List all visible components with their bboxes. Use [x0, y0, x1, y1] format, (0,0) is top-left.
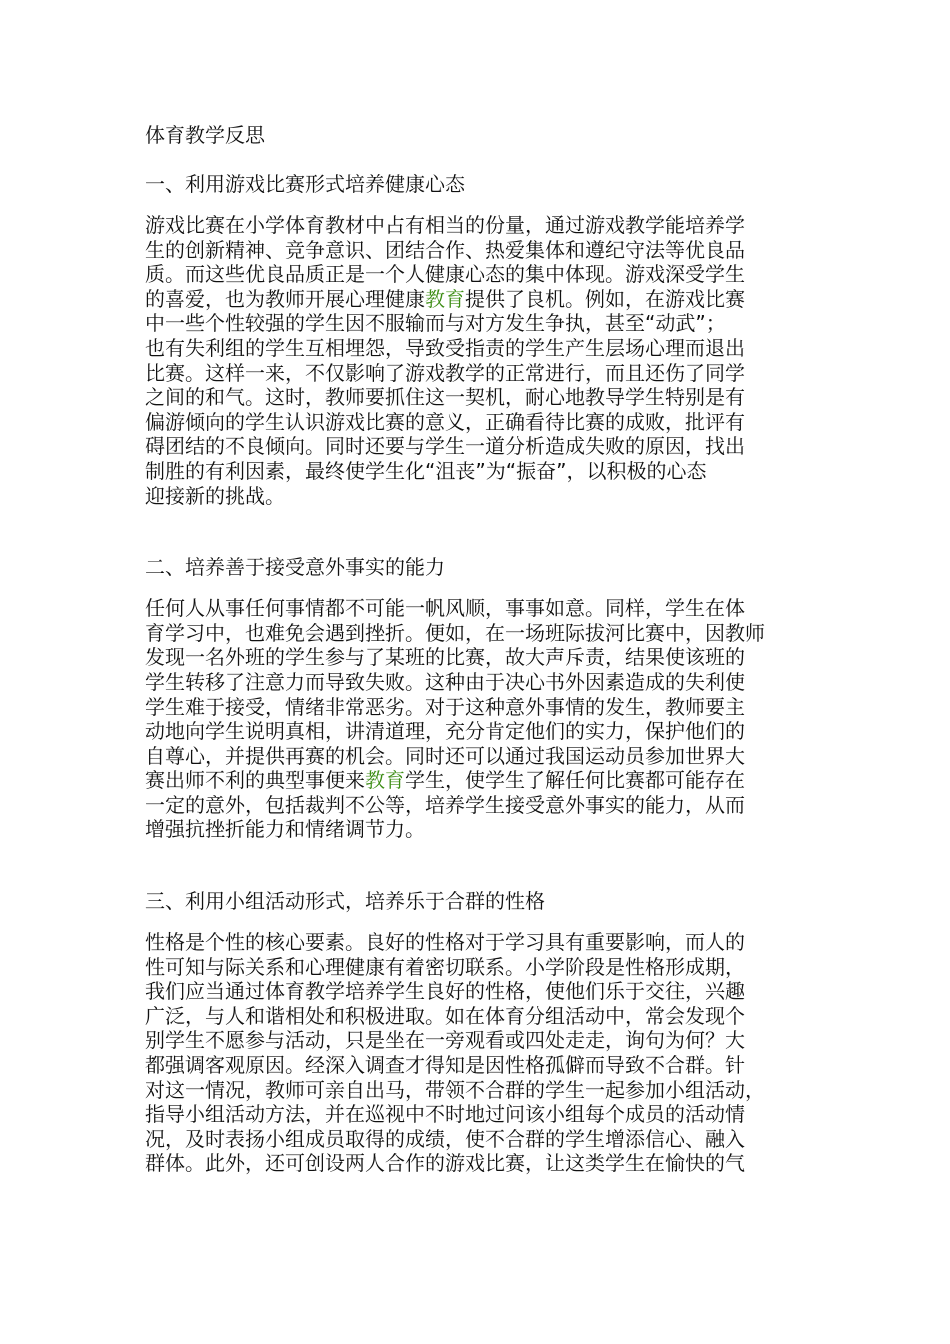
paragraph-line — [145, 385, 810, 410]
paragraph-line — [145, 287, 810, 312]
line-text: 学生，使学生了解任何比赛都可能存在 — [405, 768, 745, 793]
line-text: 性格是个性的核心要素。良好的性格对于学习具有重要影响，而人的 — [145, 930, 745, 955]
line-text: 提供了良机。例如，在游戏比赛 — [465, 286, 745, 311]
inline-link[interactable]: 教育 — [425, 286, 465, 311]
line-text: 比赛。这样一来，不仅影响了游戏教学的正常进行，而且还伤了同学 — [145, 360, 745, 385]
line-text: 增强抗挫折能力和情绪调节力。 — [145, 817, 425, 842]
line-text: 迎接新的挑战。 — [145, 483, 285, 508]
line-text: 碍团结的不良倾向。同时还要与学生一道分析造成失败的原因，找出 — [145, 434, 745, 459]
paragraph-line — [145, 645, 810, 670]
line-text: 中一些个性较强的学生因不服输而与对方发生争执，甚至“动武”； — [145, 311, 726, 336]
line-text: 动地向学生说明真相，讲清道理，充分肯定他们的实力，保护他们的 — [145, 719, 745, 744]
line-text: 质。而这些优良品质正是一个人健康心态的集中体现。游戏深受学生 — [145, 262, 745, 287]
section-paragraph-2 — [145, 596, 810, 842]
line-text: 我们应当通过体育教学培养学生良好的性格，使他们乐于交往，兴趣 — [145, 979, 745, 1004]
paragraph-line — [145, 311, 810, 336]
paragraph-line — [145, 768, 810, 793]
paragraph-line — [145, 695, 810, 720]
paragraph-line — [145, 361, 810, 386]
paragraph-line — [145, 1102, 810, 1127]
paragraph-line — [145, 979, 810, 1004]
section-heading-1: 一、利用游戏比赛形式培养健康心态 — [145, 172, 465, 196]
paragraph-line — [145, 719, 810, 744]
line-text: 发现一名外班的学生参与了某班的比赛，故大声斥责，结果使该班的 — [145, 645, 745, 670]
section-paragraph-3 — [145, 930, 810, 1176]
paragraph-line — [145, 621, 810, 646]
paragraph-line — [145, 484, 810, 509]
paragraph-line — [145, 459, 810, 484]
line-text: 游戏比赛在小学体育教材中占有相当的份量，通过游戏教学能培养学 — [145, 213, 745, 237]
paragraph-line — [145, 238, 810, 263]
line-text: 学生转移了注意力而导致失败。这种由于决心书外因素造成的失利使 — [145, 669, 745, 694]
paragraph-line — [145, 434, 810, 459]
paragraph-line — [145, 955, 810, 980]
line-text: 赛出师不利的典型事便来 — [145, 768, 365, 793]
line-text: 一定的意外，包括裁判不公等，培养学生接受意外事实的能力，从而 — [145, 792, 745, 817]
line-text: 指导小组活动方法，并在巡视中不时地过问该小组每个成员的活动情 — [145, 1102, 745, 1127]
paragraph-line — [145, 1127, 810, 1152]
line-text: 生的创新精神、竞争意识、团结合作、热爱集体和遵纪守法等优良品 — [145, 237, 745, 262]
line-text: 的喜爱，也为教师开展心理健康 — [145, 286, 425, 311]
line-text: 群体。此外，还可创设两人合作的游戏比赛，让这类学生在愉快的气 — [145, 1151, 745, 1176]
paragraph-line — [145, 1078, 810, 1103]
line-text: 别学生不愿参与活动，只是坐在一旁观看或四处走走，询句为何？大 — [145, 1028, 745, 1053]
line-text: 性可知与际关系和心理健康有着密切联系。小学阶段是性格形成期， — [145, 954, 745, 979]
document-page — [145, 120, 810, 1176]
paragraph-line — [145, 817, 810, 842]
line-text: 自尊心，并提供再赛的机会。同时还可以通过我国运动员参加世界大 — [145, 743, 745, 768]
line-text: 任何人从事任何事情都不可能一帆风顺，事事如意。同样，学生在体 — [145, 596, 745, 621]
paragraph-line — [145, 1053, 810, 1078]
line-text: 育学习中，也难免会遇到挫折。便如，在一场班际拔河比赛中，因教师 — [145, 620, 765, 645]
paragraph-line — [145, 930, 810, 955]
line-text: 都强调客观原因。经深入调查才得知是因性格孤僻而导致不合群。针 — [145, 1053, 745, 1078]
document-title: 体育教学反思 — [145, 123, 265, 147]
line-text: 广泛，与人和谐相处和积极进取。如在体育分组活动中，常会发现个 — [145, 1003, 745, 1028]
section-heading-2: 二、培养善于接受意外事实的能力 — [145, 555, 445, 580]
paragraph-line — [145, 1004, 810, 1029]
line-text: 学生难于接受，情绪非常恶劣。对于这种意外事情的发生，教师要主 — [145, 694, 745, 719]
paragraph-line — [145, 596, 810, 621]
paragraph-line — [145, 336, 810, 361]
line-text: 也有失利组的学生互相埋怨，导致受指责的学生产生层场心理而退出 — [145, 335, 745, 360]
paragraph-line — [145, 213, 810, 238]
paragraph-line — [145, 410, 810, 435]
section-heading-3: 三、利用小组活动形式，培养乐于合群的性格 — [145, 889, 545, 914]
line-text: 对这一情况，教师可亲自出马，带领不合群的学生一起参加小组活动， — [145, 1077, 765, 1102]
line-text: 之间的和气。这时，教师要抓住这一契机，耐心地教导学生特别是有 — [145, 385, 745, 410]
paragraph-line — [145, 262, 810, 287]
line-text: 偏游倾向的学生认识游戏比赛的意义，正确看待比赛的成败，批评有 — [145, 409, 745, 434]
inline-link[interactable]: 教育 — [365, 768, 405, 793]
paragraph-line — [145, 1028, 810, 1053]
section-paragraph-1 — [145, 213, 810, 508]
paragraph-line — [145, 670, 810, 695]
line-text: 况，及时表扬小组成员取得的成绩，使不合群的学生增添信心、融入 — [145, 1126, 745, 1151]
line-text: 制胜的有利因素，最终使学生化“沮丧”为“振奋”，以积极的心态 — [145, 458, 707, 483]
paragraph-line — [145, 1151, 810, 1176]
paragraph-line — [145, 744, 810, 769]
paragraph-line — [145, 793, 810, 818]
